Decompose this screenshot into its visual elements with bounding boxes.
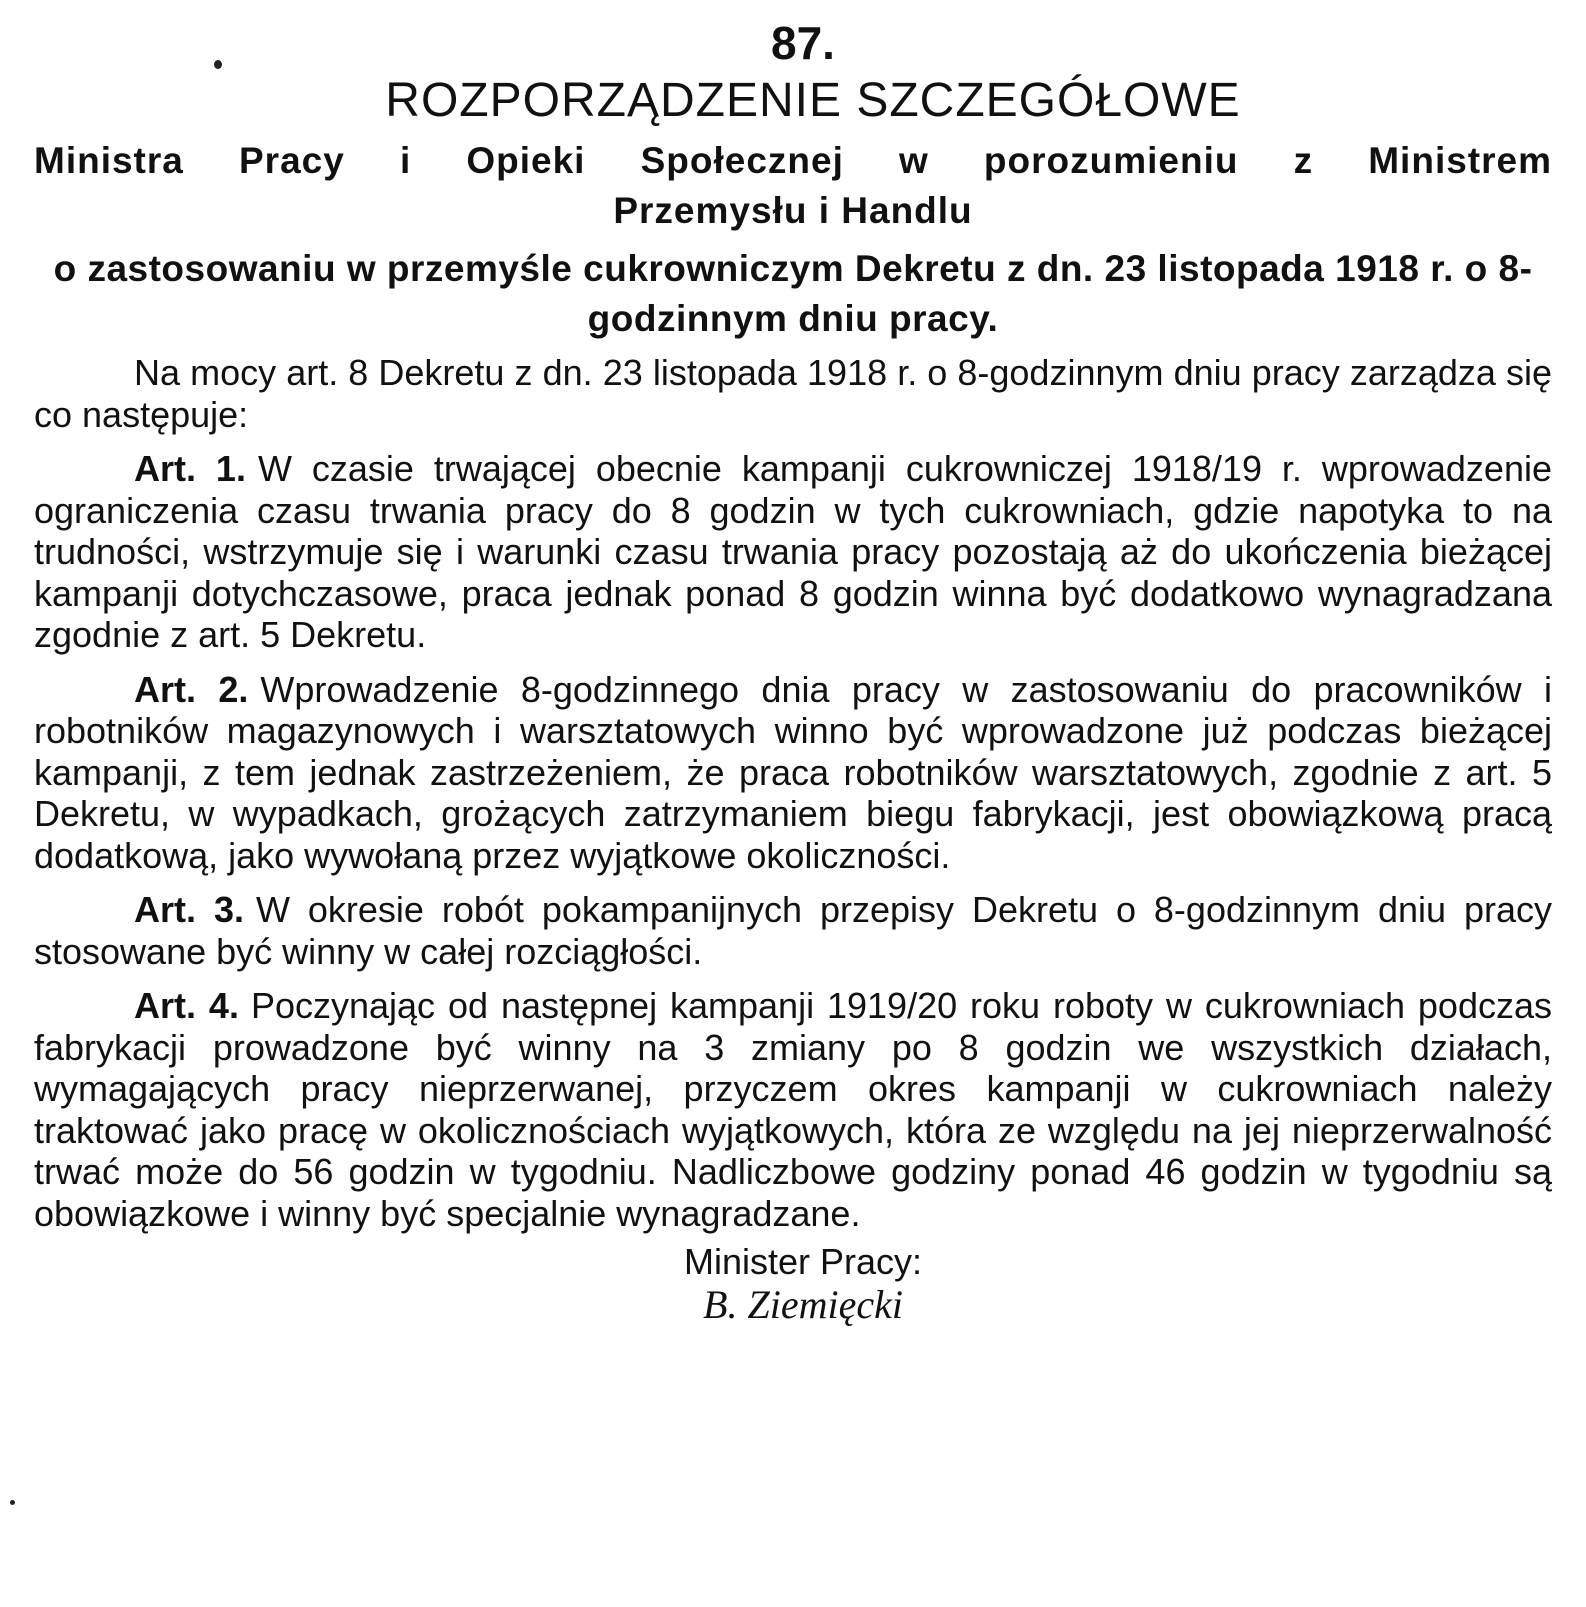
article-text: Poczynając od następnej kampanji 1919/20 roku roboty w cukrowniach podczas fabrykacji prowadzone być winny na 3 zmiany po 8 godzin we wszystkich działach, wymagających pracy nieprzerwanej, przyczem okres kampanji w cukrowniach należy traktować jako pracę w okolicznościach wyjątkowych, która ze względu na jej nieprzerwalność trwać może do 56 godzin w tygodniu. Nadliczbowe godziny ponad 46 godzin w tygodniu są obowiązkowe i winny być specjalnie wynagradzane. <box>34 985 1552 1234</box>
document-page <box>34 14 1552 1327</box>
article <box>34 669 1552 877</box>
issuer-line-2: Przemysłu i Handlu <box>613 190 973 231</box>
signatory-name: B. Ziemięcki <box>703 1282 903 1327</box>
document-title: ROZPORZĄDZENIE SZCZEGÓŁOWE <box>385 74 1241 127</box>
article-text: Wprowadzenie 8-godzinnego dnia pracy w zastosowaniu do pracowników i robotników magazynowych i warsztatowych winno być wprowadzone już podczas bieżącej kampanji, z tem jednak zastrzeżeniem, że praca robotników warsztatowych, zgodnie z art. 5 Dekretu, w wypadkach, grożących zatrzymaniem biegu fabrykacji, jest obowiązkową pracą dodatkową, jako wywołaną przez wyjątkowe okoliczności. <box>34 668 1552 876</box>
article <box>34 985 1552 1234</box>
article-label: Art. 1. <box>134 448 246 489</box>
signature-block <box>34 1241 1552 1327</box>
article <box>34 448 1552 656</box>
article <box>34 889 1552 972</box>
signatory-title: Minister Pracy: <box>683 1241 923 1282</box>
document-number: 87. <box>771 17 835 69</box>
article-text: W czasie trwającej obecnie kampanji cukrowniczej 1918/19 r. wprowadzenie ograniczenia czasu trwania pracy do 8 godzin w tych cukrowniach, gdzie napotyka to na trudności, wstrzymuje się i warunki czasu trwania pracy pozostają aż do ukończenia bieżącej kampanji dotychczasowe, praca jednak ponad 8 godzin winna być dodatkowo wynagradzana zgodnie z art. 5 Dekretu. <box>34 448 1552 655</box>
document-subject: o zastosowaniu w przemyśle cukrowniczym Dekretu z dn. 23 listopada 1918 r. o 8-godzinnym dniu pracy. <box>53 248 1533 339</box>
article-text: W okresie robót pokampanijnych przepisy Dekretu o 8-godzinnym dniu pracy stosowane być winny w całej rozciągłości. <box>34 889 1552 972</box>
document-issuer <box>34 136 1552 236</box>
article-label: Art. 3. <box>134 889 244 930</box>
article-label: Art. 4. <box>134 985 239 1026</box>
preamble: Na mocy art. 8 Dekretu z dn. 23 listopada 1918 r. o 8-godzinnym dniu pracy zarządza się co następuje: <box>34 352 1552 435</box>
issuer-line-1: Ministra Pracy i Opieki Społecznej w porozumieniu z Ministrem <box>34 140 1552 181</box>
article-label: Art. 2. <box>134 668 249 710</box>
print-speck <box>10 1500 15 1505</box>
